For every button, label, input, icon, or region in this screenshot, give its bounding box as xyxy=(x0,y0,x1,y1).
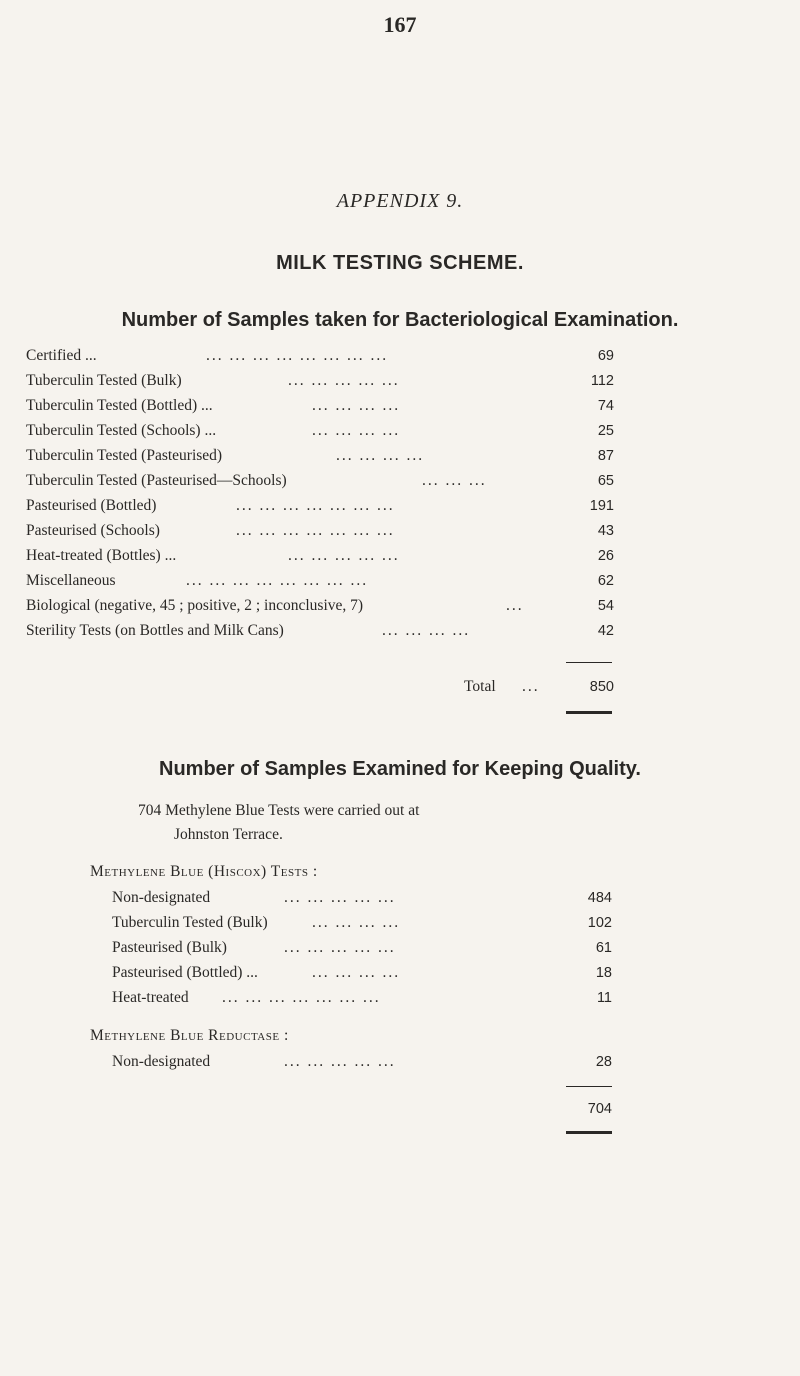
row-label: Miscellaneous xyxy=(26,572,116,589)
list-item xyxy=(112,937,612,959)
total-double-rule xyxy=(566,711,612,714)
row-value: 102 xyxy=(587,915,612,931)
total-value: 850 xyxy=(589,679,614,695)
leader-dots: ... ... ... ... xyxy=(312,914,401,931)
row-label: Non-designated xyxy=(112,889,211,906)
row-label: Pasteurised (Bottled) ... xyxy=(112,964,258,981)
row-value: 42 xyxy=(597,623,614,639)
leader-dots: ... ... ... ... ... xyxy=(288,547,400,564)
leader-dots: ... ... ... ... xyxy=(312,422,401,439)
list-item xyxy=(26,595,614,617)
row-value: 65 xyxy=(597,473,614,489)
section-heading-bacteriological: Number of Samples taken for Bacteriological Examination. xyxy=(121,309,679,331)
row-label: Heat-treated xyxy=(112,989,189,1006)
leader-dots: ... ... ... xyxy=(422,472,487,489)
total-rule xyxy=(566,662,612,663)
total-double-rule xyxy=(566,1131,612,1134)
row-label: Heat-treated (Bottles) ... xyxy=(26,547,177,564)
leader-dots: ... ... ... ... ... xyxy=(288,372,400,389)
leader-dots: ... ... ... ... ... ... ... xyxy=(222,989,381,1006)
row-label: Tuberculin Tested (Pasteurised) xyxy=(26,447,223,464)
row-value: 191 xyxy=(589,498,614,514)
row-value: 28 xyxy=(595,1054,612,1070)
leader-dots: ... ... ... ... ... ... ... ... xyxy=(186,572,369,589)
row-label: Tuberculin Tested (Pasteurised—Schools) xyxy=(26,472,287,489)
leader-dots: ... ... ... ... xyxy=(312,964,401,981)
row-label: Pasteurised (Schools) xyxy=(26,522,160,539)
list-item xyxy=(112,912,612,934)
leader-dots: ... ... ... ... ... xyxy=(284,889,396,906)
list-item xyxy=(26,395,614,417)
list-item xyxy=(26,470,614,492)
leader-dots: ... xyxy=(522,678,540,695)
list-item xyxy=(26,620,614,642)
list-item xyxy=(26,570,614,592)
leader-dots: ... ... ... ... xyxy=(382,622,471,639)
row-value: 62 xyxy=(597,573,614,589)
appendix-title: APPENDIX 9. xyxy=(336,190,464,212)
row-value: 112 xyxy=(590,373,614,389)
row-label: Sterility Tests (on Bottles and Milk Cans) xyxy=(26,622,284,639)
page-number: 167 xyxy=(383,12,417,37)
leader-dots: ... ... ... ... ... ... ... ... xyxy=(206,347,389,364)
row-value: 18 xyxy=(595,965,612,981)
list-item xyxy=(112,887,612,909)
row-value: 25 xyxy=(597,423,614,439)
list-item xyxy=(112,1051,612,1073)
row-label: Tuberculin Tested (Schools) ... xyxy=(26,422,217,439)
row-label: Tuberculin Tested (Bulk) xyxy=(112,914,268,931)
subheading-hiscox: Methylene Blue (Hiscox) Tests : xyxy=(90,863,318,880)
row-value: 26 xyxy=(597,548,614,564)
row-value: 484 xyxy=(587,890,612,906)
section-heading-keeping-quality: Number of Samples Examined for Keeping Quality. xyxy=(159,758,641,780)
list-item xyxy=(26,370,614,392)
row-label: Non-designated xyxy=(112,1053,211,1070)
row-value: 61 xyxy=(595,940,612,956)
leader-dots: ... ... ... ... ... ... ... xyxy=(236,497,395,514)
leader-dots: ... ... ... ... ... xyxy=(284,939,396,956)
list-item xyxy=(26,420,614,442)
list-item xyxy=(26,445,614,467)
note-line: Johnston Terrace. xyxy=(174,826,283,843)
list-item xyxy=(26,545,614,567)
row-value: 69 xyxy=(597,348,614,364)
row-value: 11 xyxy=(596,990,612,1006)
leader-dots: ... ... ... ... xyxy=(336,447,425,464)
row-label: Pasteurised (Bulk) xyxy=(112,939,227,956)
leader-dots: ... ... ... ... xyxy=(312,397,401,414)
leader-dots: ... ... ... ... ... xyxy=(284,1053,396,1070)
row-label: Certified ... xyxy=(26,347,97,364)
leader-dots: ... ... ... ... ... ... ... xyxy=(236,522,395,539)
row-value: 43 xyxy=(597,523,614,539)
list-item xyxy=(26,520,614,542)
list-item xyxy=(112,962,612,984)
leader-dots: ... xyxy=(506,597,524,614)
row-label: Tuberculin Tested (Bulk) xyxy=(26,372,182,389)
list-item xyxy=(26,345,614,367)
note-line: 704 Methylene Blue Tests were carried out at xyxy=(138,802,420,819)
total-label: Total xyxy=(464,678,496,695)
row-value: 54 xyxy=(597,598,614,614)
row-value: 87 xyxy=(597,448,614,464)
total-rule xyxy=(566,1086,612,1087)
total-value: 704 xyxy=(587,1101,612,1117)
total-row xyxy=(26,676,614,698)
row-label: Tuberculin Tested (Bottled) ... xyxy=(26,397,213,414)
row-label: Pasteurised (Bottled) xyxy=(26,497,157,514)
total-row xyxy=(112,1098,612,1120)
list-item xyxy=(112,987,612,1009)
row-label: Biological (negative, 45 ; positive, 2 ; inconclusive, 7) xyxy=(26,597,364,614)
row-value: 74 xyxy=(597,398,614,414)
subheading-reductase: Methylene Blue Reductase : xyxy=(90,1027,289,1044)
scheme-title: MILK TESTING SCHEME. xyxy=(276,252,524,274)
list-item xyxy=(26,495,614,517)
